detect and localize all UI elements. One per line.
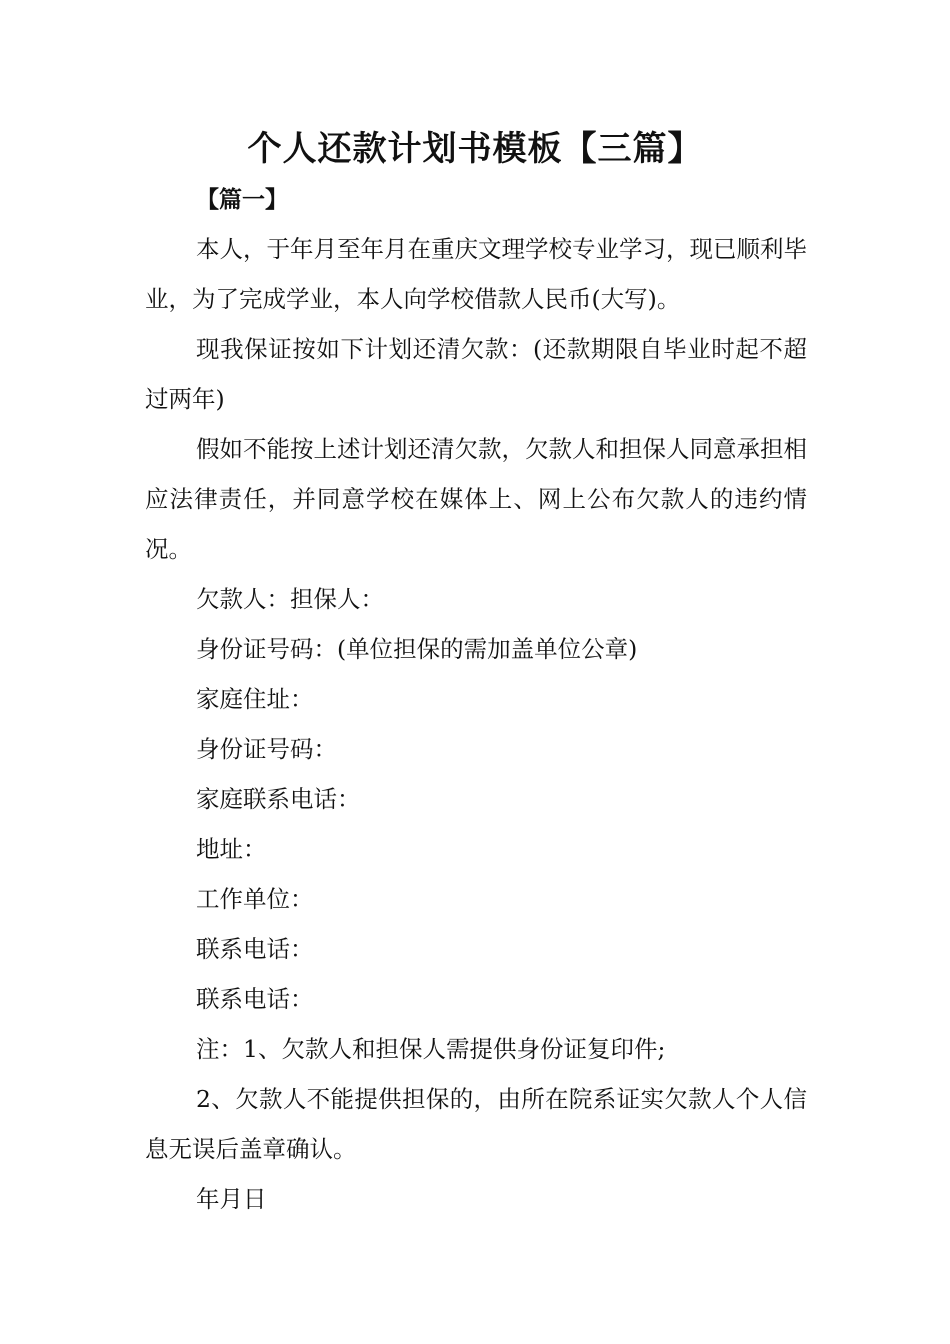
field-contact-phone-2: 联系电话： xyxy=(196,985,314,1013)
section-heading: 【篇一】 xyxy=(196,187,288,213)
document-title: 个人还款计划书模板【三篇】 xyxy=(247,129,703,169)
paragraph-3: 假如不能按上述计划还清欠款，欠款人和担保人同意承担相应法律责任，并同意学校在媒体上、网上公布欠款人的违约情况。 xyxy=(145,435,807,563)
field-work-unit: 工作单位： xyxy=(196,885,314,913)
field-id-number: 身份证号码： xyxy=(196,735,337,763)
paragraph-1: 本人，于年月至年月在重庆文理学校专业学习，现已顺利毕业，为了完成学业，本人向学校借款人民币(大写)。 xyxy=(145,235,807,313)
field-debtor-guarantor: 欠款人：担保人： xyxy=(196,585,384,613)
date-line: 年月日 xyxy=(196,1185,267,1213)
paragraph-2: 现我保证按如下计划还清欠款：(还款期限自毕业时起不超过两年) xyxy=(145,335,807,413)
field-address: 地址： xyxy=(196,835,267,863)
field-home-address: 家庭住址： xyxy=(196,685,314,713)
document-body xyxy=(145,224,807,1224)
note-2: 2、欠款人不能提供担保的，由所在院系证实欠款人个人信息无误后盖章确认。 xyxy=(145,1085,807,1163)
note-1: 注：1、欠款人和担保人需提供身份证复印件; xyxy=(196,1035,666,1063)
field-home-phone: 家庭联系电话： xyxy=(196,785,361,813)
field-contact-phone-1: 联系电话： xyxy=(196,935,314,963)
field-id-number-guarantor: 身份证号码：(单位担保的需加盖单位公章) xyxy=(196,635,638,663)
